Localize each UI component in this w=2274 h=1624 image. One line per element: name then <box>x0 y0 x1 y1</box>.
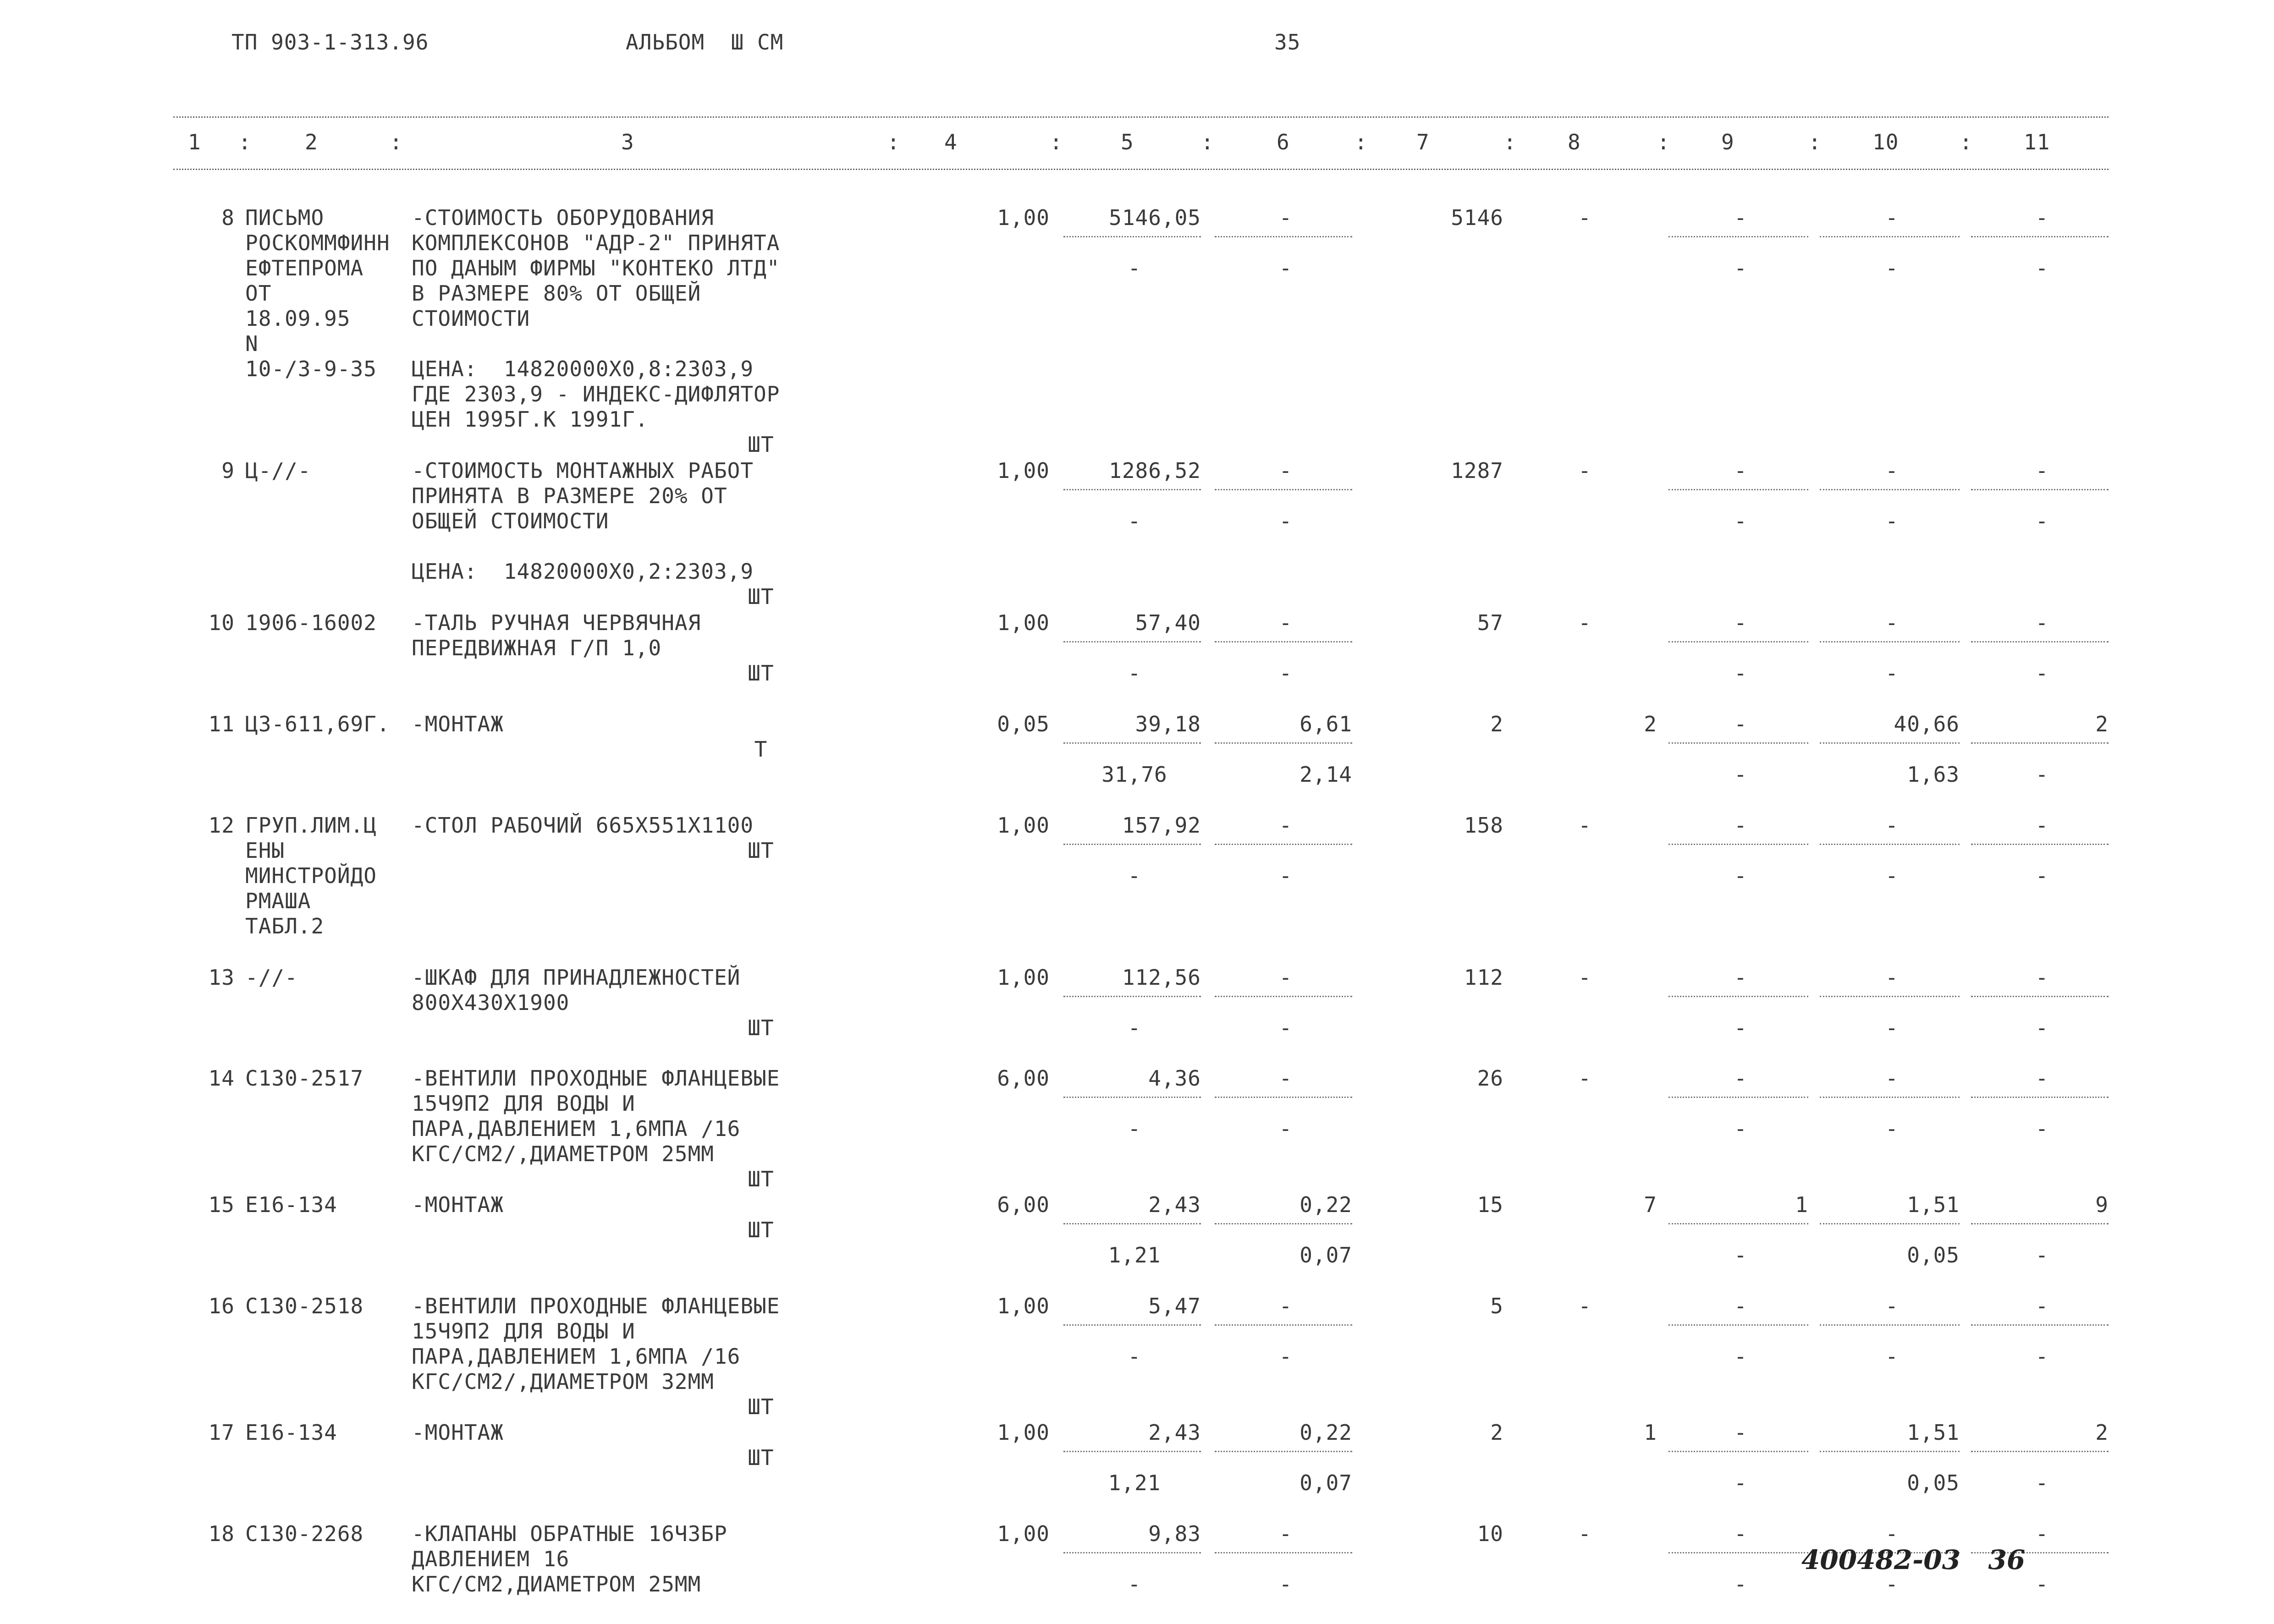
row-column-10-lower: - <box>1885 1572 1899 1597</box>
cell-divider-rule <box>1668 742 1808 744</box>
row-column-9-upper: - <box>1734 1521 1747 1546</box>
row-column-9-lower: - <box>1734 1470 1747 1495</box>
column-separator: : <box>390 130 403 154</box>
cell-divider-rule <box>1063 489 1201 490</box>
row-operation-cost-lower: - <box>1279 256 1293 280</box>
row-unit: ШТ <box>748 1167 774 1191</box>
row-description-line: КГС/СМ2/,ДИАМЕТРОМ 32ММ <box>412 1369 714 1394</box>
row-column-10-upper: - <box>1885 1294 1899 1318</box>
column-separator: : <box>1050 130 1063 154</box>
row-column-11-lower: - <box>2035 762 2049 787</box>
cell-divider-rule <box>1215 236 1352 237</box>
row-column-11-lower: - <box>2035 1572 2049 1597</box>
row-description-line: КОМПЛЕКСОНОВ "АДР-2" ПРИНЯТА <box>412 230 780 255</box>
row-unit: ШТ <box>748 584 774 609</box>
row-operation-cost-lower: - <box>1279 1572 1293 1597</box>
row-column-10-upper: - <box>1885 205 1899 230</box>
cell-divider-rule <box>1971 1451 2109 1452</box>
row-code-line: С130-2518 <box>245 1294 364 1318</box>
row-quantity: 1,00 <box>997 610 1050 635</box>
cell-divider-rule <box>1668 1097 1808 1098</box>
row-operation-cost-upper: - <box>1279 610 1293 635</box>
row-column-11-lower: - <box>2035 1470 2049 1495</box>
cell-divider-rule <box>1215 641 1352 642</box>
row-column-11-upper: - <box>2035 1294 2049 1318</box>
cell-divider-rule <box>1215 1223 1352 1224</box>
row-number: 14 <box>208 1066 235 1091</box>
row-total-cost: 26 <box>1477 1066 1503 1091</box>
row-total-cost: 5 <box>1490 1294 1503 1318</box>
document-code: ТП 903-1-313.96 <box>231 30 429 55</box>
row-total-cost: 5146 <box>1451 205 1503 230</box>
row-operation-cost-lower: - <box>1279 863 1293 888</box>
cell-divider-rule <box>1063 1451 1201 1452</box>
row-column-9-upper: - <box>1734 965 1747 990</box>
cell-divider-rule <box>1215 996 1352 997</box>
row-operation-cost-upper: 0,22 <box>1299 1420 1352 1445</box>
row-description-line: -ТАЛЬ РУЧНАЯ ЧЕРВЯЧНАЯ <box>412 610 701 635</box>
cell-divider-rule <box>1820 1097 1960 1098</box>
row-column-8: - <box>1578 965 1591 990</box>
column-separator: : <box>1808 130 1822 154</box>
row-operation-cost-lower: - <box>1279 1116 1293 1141</box>
column-header-5: 5 <box>1121 130 1134 154</box>
row-column-11-lower: - <box>2035 661 2049 686</box>
row-description-line: -МОНТАЖ <box>412 1192 504 1217</box>
row-column-11-lower: - <box>2035 509 2049 533</box>
row-column-11-upper: - <box>2035 1066 2049 1091</box>
row-column-10-upper: - <box>1885 458 1899 483</box>
row-column-11-upper: 2 <box>2095 712 2109 736</box>
row-total-cost: 158 <box>1464 813 1503 838</box>
row-number: 15 <box>208 1192 235 1217</box>
cell-divider-rule <box>1063 236 1201 237</box>
row-column-9-upper: - <box>1734 205 1747 230</box>
row-column-8: 2 <box>1644 712 1657 736</box>
row-number: 10 <box>208 610 235 635</box>
row-column-10-lower: 0,05 <box>1907 1470 1960 1495</box>
row-price-lower: 1,21 <box>1108 1470 1161 1495</box>
row-column-9-upper: - <box>1734 458 1747 483</box>
row-description-line: ПРИНЯТА В РАЗМЕРЕ 20% ОТ <box>412 483 727 508</box>
column-header-1: 1 <box>188 130 201 154</box>
column-header-11: 11 <box>2024 130 2050 154</box>
row-operation-cost-lower: - <box>1279 661 1293 686</box>
cell-divider-rule <box>1820 742 1960 744</box>
cell-divider-rule <box>1668 641 1808 642</box>
cell-divider-rule <box>1820 1223 1960 1224</box>
row-column-8: - <box>1578 610 1591 635</box>
cell-divider-rule <box>1971 1097 2109 1098</box>
row-column-9-upper: - <box>1734 610 1747 635</box>
row-price-lower: - <box>1128 1572 1141 1597</box>
row-code-line: Ц-//- <box>245 458 311 483</box>
cell-divider-rule <box>1215 742 1352 744</box>
row-number: 16 <box>208 1294 235 1318</box>
row-code-line: ЕНЫ <box>245 838 285 863</box>
row-code-line: С130-2517 <box>245 1066 364 1091</box>
row-description-line: ОБЩЕЙ СТОИМОСТИ <box>412 509 609 533</box>
row-column-11-lower: - <box>2035 863 2049 888</box>
cell-divider-rule <box>1820 641 1960 642</box>
row-description-line: -КЛАПАНЫ ОБРАТНЫЕ 16Ч3БР <box>412 1521 727 1546</box>
row-column-10-upper: - <box>1885 1066 1899 1091</box>
cell-divider-rule <box>1063 1552 1201 1553</box>
row-column-9-upper: 1 <box>1795 1192 1808 1217</box>
column-header-6: 6 <box>1277 130 1290 154</box>
row-price-upper: 112,56 <box>1122 965 1201 990</box>
cell-divider-rule <box>1971 844 2109 845</box>
row-operation-cost-lower: 0,07 <box>1299 1470 1352 1495</box>
row-column-8: - <box>1578 205 1591 230</box>
row-number: 8 <box>221 205 235 230</box>
row-unit: Т <box>754 737 768 762</box>
row-column-10-lower: 0,05 <box>1907 1243 1960 1267</box>
row-unit: ШТ <box>748 1218 774 1242</box>
row-column-9-upper: - <box>1734 1420 1747 1445</box>
row-column-9-upper: - <box>1734 1294 1747 1318</box>
row-quantity: 1,00 <box>997 458 1050 483</box>
row-operation-cost-upper: - <box>1279 205 1293 230</box>
row-operation-cost-lower: - <box>1279 1015 1293 1040</box>
column-separator: : <box>1657 130 1670 154</box>
row-code-line: N <box>245 331 259 356</box>
row-operation-cost-upper: 6,61 <box>1299 712 1352 736</box>
row-number: 18 <box>208 1521 235 1546</box>
row-quantity: 1,00 <box>997 1294 1050 1318</box>
row-column-8: - <box>1578 1294 1591 1318</box>
row-price-upper: 9,83 <box>1148 1521 1201 1546</box>
row-price-lower: 31,76 <box>1101 762 1167 787</box>
column-header-2: 2 <box>305 130 318 154</box>
row-column-10-lower: - <box>1885 863 1899 888</box>
cell-divider-rule <box>1063 1223 1201 1224</box>
row-description-line: ЦЕНА: 14820000Х0,8:2303,9 <box>412 357 754 381</box>
cell-divider-rule <box>1971 742 2109 744</box>
row-quantity: 1,00 <box>997 965 1050 990</box>
row-column-9-lower: - <box>1734 661 1747 686</box>
row-operation-cost-upper: - <box>1279 458 1293 483</box>
cell-divider-rule <box>1820 996 1960 997</box>
row-code-line: РМАША <box>245 889 311 913</box>
row-column-11-upper: - <box>2035 813 2049 838</box>
cell-divider-rule <box>1971 236 2109 237</box>
row-description-line: 15Ч9П2 ДЛЯ ВОДЫ И <box>412 1091 635 1116</box>
row-column-10-lower: - <box>1885 1344 1899 1369</box>
row-column-9-lower: - <box>1734 256 1747 280</box>
row-total-cost: 2 <box>1490 712 1503 736</box>
row-column-11-upper: 2 <box>2095 1420 2109 1445</box>
row-price-upper: 4,36 <box>1148 1066 1201 1091</box>
row-description-line: -СТОИМОСТЬ МОНТАЖНЫХ РАБОТ <box>412 458 754 483</box>
row-code-line: Е16-134 <box>245 1192 337 1217</box>
row-column-11-upper: - <box>2035 1521 2049 1546</box>
row-operation-cost-lower: 2,14 <box>1299 762 1352 787</box>
row-column-9-upper: - <box>1734 813 1747 838</box>
row-quantity: 1,00 <box>997 813 1050 838</box>
row-total-cost: 10 <box>1477 1521 1503 1546</box>
cell-divider-rule <box>1668 844 1808 845</box>
row-column-10-lower: - <box>1885 1015 1899 1040</box>
row-code-line: ПИСЬМО <box>245 205 325 230</box>
row-code-line: Ц3-611,69Г. <box>245 712 390 736</box>
row-description-line: ПАРА,ДАВЛЕНИЕМ 1,6МПА /16 <box>412 1344 741 1369</box>
column-separator: : <box>887 130 900 154</box>
row-description-line: 800Х430Х1900 <box>412 990 570 1015</box>
row-column-10-upper: - <box>1885 1521 1899 1546</box>
row-column-11-lower: - <box>2035 256 2049 280</box>
row-column-11-upper: - <box>2035 965 2049 990</box>
cell-divider-rule <box>1215 1552 1352 1553</box>
row-price-lower: - <box>1128 1015 1141 1040</box>
row-unit: ШТ <box>748 432 774 457</box>
row-quantity: 6,00 <box>997 1066 1050 1091</box>
row-description-line: -СТОИМОСТЬ ОБОРУДОВАНИЯ <box>412 205 714 230</box>
row-column-10-upper: - <box>1885 610 1899 635</box>
row-code-line: 10-/3-9-35 <box>245 357 377 381</box>
column-header-4: 4 <box>944 130 958 154</box>
cell-divider-rule <box>1971 489 2109 490</box>
row-code-line: ЕФТЕПРОМА <box>245 256 364 280</box>
cell-divider-rule <box>1215 844 1352 845</box>
row-code-line: ГРУП.ЛИМ.Ц <box>245 813 377 838</box>
row-total-cost: 15 <box>1477 1192 1503 1217</box>
row-description-line: ГДЕ 2303,9 - ИНДЕКС-ДИФЛЯТОР <box>412 382 780 406</box>
cell-divider-rule <box>1971 1324 2109 1326</box>
row-operation-cost-upper: - <box>1279 1521 1293 1546</box>
row-quantity: 1,00 <box>997 1420 1050 1445</box>
row-column-11-upper: - <box>2035 205 2049 230</box>
cell-divider-rule <box>1063 742 1201 744</box>
cell-divider-rule <box>1668 996 1808 997</box>
row-total-cost: 2 <box>1490 1420 1503 1445</box>
row-description-line: В РАЗМЕРЕ 80% ОТ ОБЩЕЙ <box>412 281 701 306</box>
row-column-10-upper: - <box>1885 813 1899 838</box>
row-description-line: СТОИМОСТИ <box>412 306 530 331</box>
row-price-upper: 5146,05 <box>1109 205 1201 230</box>
row-column-8: 1 <box>1644 1420 1657 1445</box>
row-price-upper: 157,92 <box>1122 813 1201 838</box>
row-description-line: -ВЕНТИЛИ ПРОХОДНЫЕ ФЛАНЦЕВЫЕ <box>412 1066 780 1091</box>
cell-divider-rule <box>1063 996 1201 997</box>
row-column-9-lower: - <box>1734 509 1747 533</box>
column-separator: : <box>1354 130 1368 154</box>
row-column-9-lower: - <box>1734 762 1747 787</box>
cell-divider-rule <box>1971 641 2109 642</box>
cell-divider-rule <box>1820 844 1960 845</box>
row-code-line: ОТ <box>245 281 272 306</box>
cell-divider-rule <box>1668 1223 1808 1224</box>
row-column-9-lower: - <box>1734 1116 1747 1141</box>
cell-divider-rule <box>1668 489 1808 490</box>
row-column-10-upper: 1,51 <box>1907 1192 1960 1217</box>
table-header-bottom-rule <box>173 169 2109 170</box>
row-unit: ШТ <box>748 1015 774 1040</box>
row-code-line: 1906-16002 <box>245 610 377 635</box>
row-price-upper: 39,18 <box>1135 712 1201 736</box>
row-number: 13 <box>208 965 235 990</box>
column-header-10: 10 <box>1872 130 1899 154</box>
row-description-line: ДАВЛЕНИЕМ 16 <box>412 1547 570 1571</box>
column-header-8: 8 <box>1568 130 1581 154</box>
handwritten-sheet-note: 400482-03 36 <box>1801 1544 2026 1575</box>
column-separator: : <box>1503 130 1517 154</box>
album-label: АЛЬБОМ Ш СМ <box>626 30 784 55</box>
row-code-line: ТАБЛ.2 <box>245 914 325 938</box>
row-column-8: - <box>1578 458 1591 483</box>
row-unit: ШТ <box>748 1445 774 1470</box>
row-price-upper: 1286,52 <box>1109 458 1201 483</box>
row-description-line: -МОНТАЖ <box>412 1420 504 1445</box>
row-operation-cost-lower: - <box>1279 509 1293 533</box>
row-number: 17 <box>208 1420 235 1445</box>
cell-divider-rule <box>1063 1097 1201 1098</box>
row-number: 12 <box>208 813 235 838</box>
row-code-line: С130-2268 <box>245 1521 364 1546</box>
row-description-line: ПЕРЕДВИЖНАЯ Г/П 1,0 <box>412 636 662 660</box>
column-header-3: 3 <box>621 130 634 154</box>
row-number: 11 <box>208 712 235 736</box>
table-top-rule <box>173 116 2109 118</box>
row-column-9-lower: - <box>1734 863 1747 888</box>
row-column-10-upper: 1,51 <box>1907 1420 1960 1445</box>
row-description-line: ЦЕН 1995Г.К 1991Г. <box>412 407 649 432</box>
row-price-lower: - <box>1128 509 1141 533</box>
row-description-line: КГС/СМ2,ДИАМЕТРОМ 25ММ <box>412 1572 701 1597</box>
row-column-8: - <box>1578 1066 1591 1091</box>
column-header-9: 9 <box>1721 130 1734 154</box>
row-price-lower: - <box>1128 1116 1141 1141</box>
row-description-line: -ВЕНТИЛИ ПРОХОДНЫЕ ФЛАНЦЕВЫЕ <box>412 1294 780 1318</box>
row-column-11-lower: - <box>2035 1015 2049 1040</box>
row-column-9-lower: - <box>1734 1344 1747 1369</box>
cell-divider-rule <box>1063 844 1201 845</box>
row-column-10-lower: - <box>1885 509 1899 533</box>
row-unit: ШТ <box>748 1394 774 1419</box>
row-operation-cost-upper: - <box>1279 965 1293 990</box>
row-column-10-lower: - <box>1885 1116 1899 1141</box>
row-column-9-upper: - <box>1734 712 1747 736</box>
cell-divider-rule <box>1820 1451 1960 1452</box>
cell-divider-rule <box>1820 1324 1960 1326</box>
column-separator: : <box>1960 130 1973 154</box>
cell-divider-rule <box>1215 1451 1352 1452</box>
row-quantity: 0,05 <box>997 712 1050 736</box>
row-description-line: ПАРА,ДАВЛЕНИЕМ 1,6МПА /16 <box>412 1116 741 1141</box>
row-operation-cost-upper: 0,22 <box>1299 1192 1352 1217</box>
row-quantity: 6,00 <box>997 1192 1050 1217</box>
row-price-lower: 1,21 <box>1108 1243 1161 1267</box>
row-description-line: 15Ч9П2 ДЛЯ ВОДЫ И <box>412 1319 635 1344</box>
row-price-lower: - <box>1128 863 1141 888</box>
row-price-upper: 5,47 <box>1148 1294 1201 1318</box>
row-code-line: МИНСТРОЙДО <box>245 863 377 888</box>
row-description-line: КГС/СМ2/,ДИАМЕТРОМ 25ММ <box>412 1141 714 1166</box>
cell-divider-rule <box>1063 641 1201 642</box>
cell-divider-rule <box>1971 996 2109 997</box>
row-column-10-upper: - <box>1885 965 1899 990</box>
row-price-lower: - <box>1128 661 1141 686</box>
cell-divider-rule <box>1063 1324 1201 1326</box>
row-total-cost: 1287 <box>1451 458 1503 483</box>
row-code-line: РОСКОММФИНН <box>245 230 390 255</box>
row-description-line: ПО ДАНЫМ ФИРМЫ "КОНТЕКО ЛТД" <box>412 256 780 280</box>
row-code-line: -//- <box>245 965 298 990</box>
row-description-line: -СТОЛ РАБОЧИЙ 665Х551Х1100 <box>412 813 754 838</box>
row-column-11-lower: - <box>2035 1243 2049 1267</box>
row-column-11-lower: - <box>2035 1116 2049 1141</box>
row-column-11-upper: 9 <box>2095 1192 2109 1217</box>
row-price-upper: 57,40 <box>1135 610 1201 635</box>
row-column-9-upper: - <box>1734 1066 1747 1091</box>
row-column-10-lower: - <box>1885 661 1899 686</box>
row-column-8: - <box>1578 1521 1591 1546</box>
row-price-lower: - <box>1128 256 1141 280</box>
row-number: 9 <box>221 458 235 483</box>
cell-divider-rule <box>1668 1324 1808 1326</box>
row-column-9-lower: - <box>1734 1243 1747 1267</box>
row-description-line: ЦЕНА: 14820000Х0,2:2303,9 <box>412 559 754 584</box>
row-code-line: 18.09.95 <box>245 306 351 331</box>
row-code-line: Е16-134 <box>245 1420 337 1445</box>
row-price-upper: 2,43 <box>1148 1420 1201 1445</box>
row-column-10-upper: 40,66 <box>1894 712 1960 736</box>
row-operation-cost-lower: 0,07 <box>1299 1243 1352 1267</box>
cell-divider-rule <box>1215 489 1352 490</box>
row-price-lower: - <box>1128 1344 1141 1369</box>
cell-divider-rule <box>1668 1552 1808 1553</box>
row-column-8: - <box>1578 813 1591 838</box>
row-unit: ШТ <box>748 838 774 863</box>
row-description-line: -МОНТАЖ <box>412 712 504 736</box>
row-operation-cost-upper: - <box>1279 813 1293 838</box>
row-total-cost: 112 <box>1464 965 1503 990</box>
row-column-10-lower: 1,63 <box>1907 762 1960 787</box>
row-column-11-lower: - <box>2035 1344 2049 1369</box>
row-operation-cost-lower: - <box>1279 1344 1293 1369</box>
row-price-upper: 2,43 <box>1148 1192 1201 1217</box>
row-column-10-lower: - <box>1885 256 1899 280</box>
page-number: 35 <box>1274 30 1301 55</box>
row-operation-cost-upper: - <box>1279 1294 1293 1318</box>
row-column-9-lower: - <box>1734 1015 1747 1040</box>
row-column-11-upper: - <box>2035 610 2049 635</box>
cell-divider-rule <box>1215 1324 1352 1326</box>
cell-divider-rule <box>1668 1451 1808 1452</box>
row-total-cost: 57 <box>1477 610 1503 635</box>
column-separator: : <box>1201 130 1214 154</box>
cell-divider-rule <box>1820 489 1960 490</box>
column-header-7: 7 <box>1416 130 1430 154</box>
row-operation-cost-upper: - <box>1279 1066 1293 1091</box>
cell-divider-rule <box>1668 236 1808 237</box>
cell-divider-rule <box>1971 1223 2109 1224</box>
row-quantity: 1,00 <box>997 1521 1050 1546</box>
cell-divider-rule <box>1820 236 1960 237</box>
row-quantity: 1,00 <box>997 205 1050 230</box>
row-unit: ШТ <box>748 661 774 686</box>
row-column-8: 7 <box>1644 1192 1657 1217</box>
cell-divider-rule <box>1215 1097 1352 1098</box>
row-column-9-lower: - <box>1734 1572 1747 1597</box>
column-separator: : <box>238 130 252 154</box>
row-column-11-upper: - <box>2035 458 2049 483</box>
row-description-line: -ШКАФ ДЛЯ ПРИНАДЛЕЖНОСТЕЙ <box>412 965 741 990</box>
